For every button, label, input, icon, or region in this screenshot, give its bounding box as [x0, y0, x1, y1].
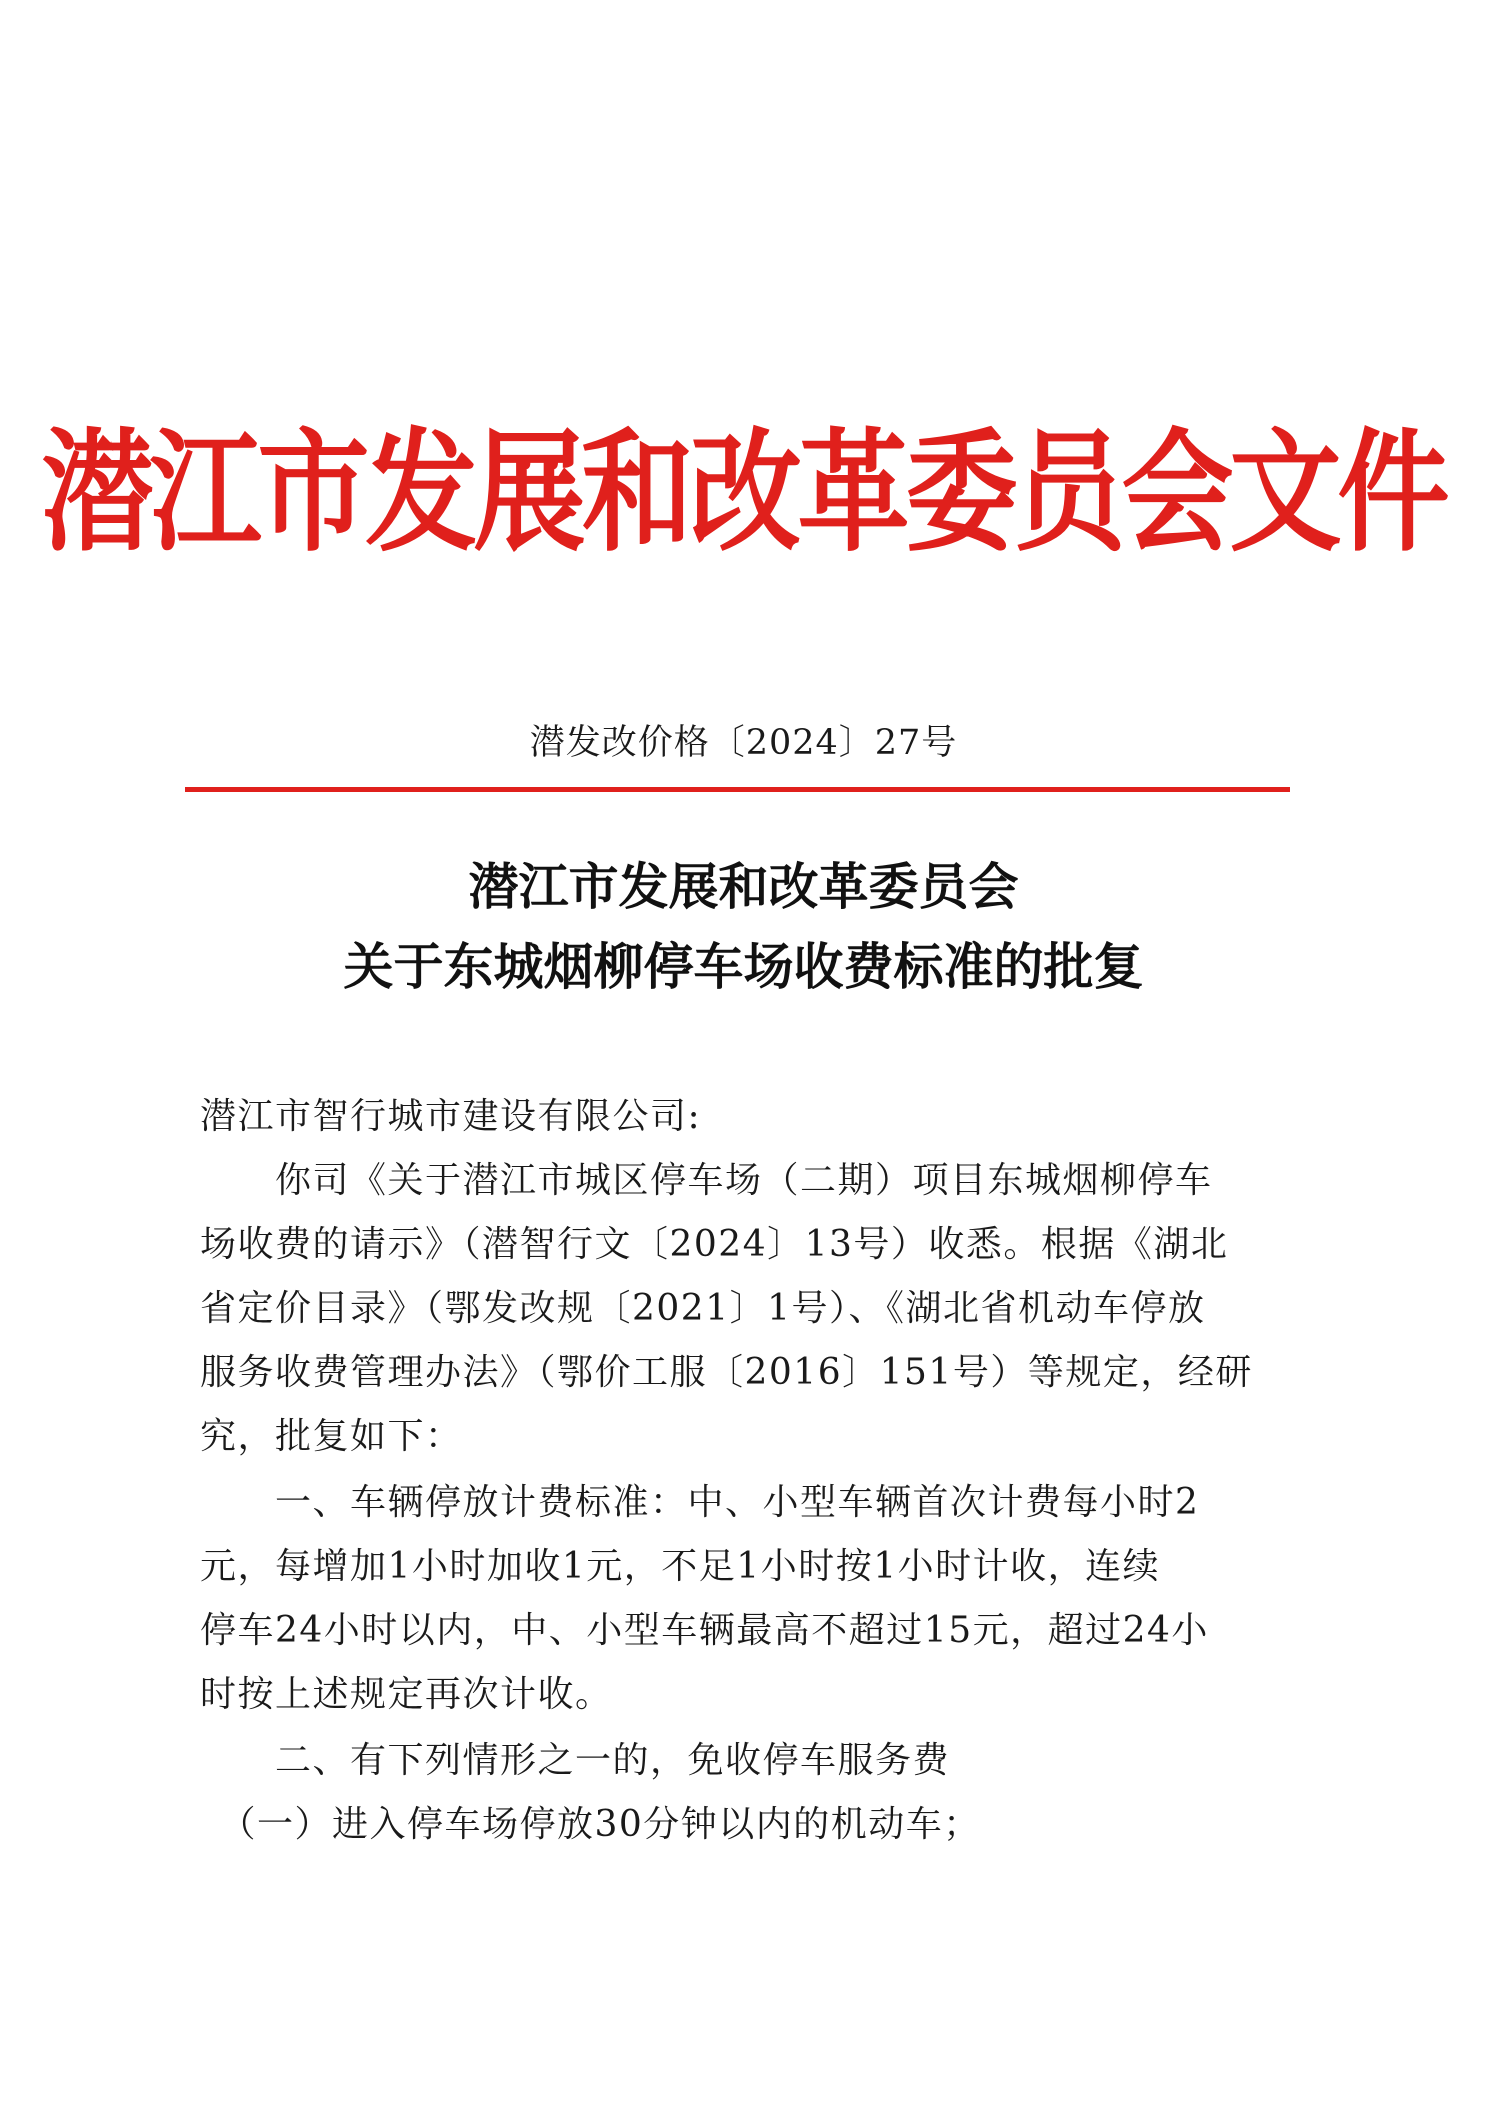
addressee: 潜江市智行城市建设有限公司: — [200, 1096, 702, 1137]
masthead-title: 潜江市发展和改革委员会文件 — [41, 416, 1446, 571]
body-line: （一）进入停车场停放30分钟以内的机动车； — [200, 1804, 981, 1845]
body-line: 服务收费管理办法》（鄂价工服〔2016〕151号）等规定，经研 — [200, 1352, 1253, 1393]
body-line: 场收费的请示》（潜智行文〔2024〕13号）收悉。根据《湖北 — [200, 1224, 1229, 1265]
body-line: 你司《关于潜江市城区停车场（二期）项目东城烟柳停车 — [200, 1160, 1213, 1201]
document-title-line-1: 潜江市发展和改革委员会 — [468, 857, 1019, 916]
body-line: 时按上述规定再次计收。 — [200, 1674, 613, 1715]
body-line: 元，每增加1小时加收1元，不足1小时按1小时计收，连续 — [200, 1546, 1161, 1587]
red-divider-rule — [185, 787, 1290, 792]
body-line: 省定价目录》（鄂发改规〔2021〕1号）、《湖北省机动车停放 — [200, 1288, 1206, 1329]
body-line: 究，批复如下： — [200, 1416, 463, 1457]
document-title-line-2: 关于东城烟柳停车场收费标准的批复 — [343, 937, 1144, 996]
body-line: 二、有下列情形之一的，免收停车服务费 — [200, 1740, 951, 1781]
body-line: 一、车辆停放计费标准：中、小型车辆首次计费每小时2 — [200, 1482, 1200, 1523]
document-number: 潜发改价格〔2024〕27号 — [529, 723, 958, 763]
body-line: 停车24小时以内，中、小型车辆最高不超过15元，超过24小 — [200, 1610, 1209, 1651]
